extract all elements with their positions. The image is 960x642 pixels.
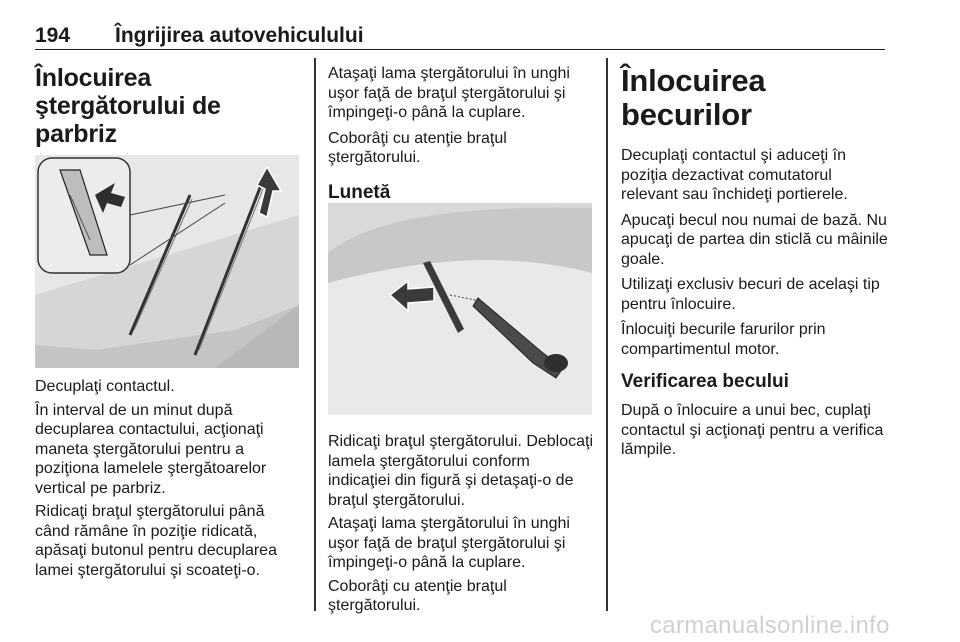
paragraph: Ridicaţi braţul ştergătorului până când rămâne în poziţie ridicată, apăsaţi butonul pentru decuplarea lamei ştergătorului şi scoateţi-o.	[35, 503, 277, 579]
column-1-text	[35, 377, 299, 580]
section-heading-bulb-replacement: Înlocuirea becurilor	[621, 63, 766, 132]
paragraph: Decuplaţi contactul.	[35, 378, 175, 395]
paragraph: Utilizaţi exclusiv becuri de acelaşi tip pentru înlocuire.	[621, 276, 880, 313]
windscreen-wiper-illustration	[35, 155, 299, 368]
paragraph: Ataşaţi lama ştergătorului în unghi uşor faţă de braţul ştergătorului şi împingeţi-o până la cuplare.	[328, 515, 570, 571]
paragraph: Înlocuiţi becurile farurilor prin compartimentul motor.	[621, 321, 826, 358]
page-header	[35, 18, 885, 50]
page-number: 194	[35, 24, 71, 47]
column-divider	[314, 58, 316, 611]
paragraph: Coborâţi cu atenţie braţul ştergătorului.	[328, 577, 507, 614]
column-2-text	[328, 432, 596, 616]
column-divider	[606, 58, 608, 611]
subheading-bulb-check: Verificarea becului	[621, 371, 789, 392]
paragraph: Ridicaţi braţul ştergătorului. Deblocaţi lamela ştergătorului conform indicaţiei din figură şi detaşaţi-o de braţul ştergătorului.	[328, 433, 594, 509]
subheading-rear-window: Lunetă	[328, 181, 391, 203]
column-3	[621, 64, 889, 460]
watermark: carmanualsonline.info	[650, 612, 890, 639]
paragraph: Coborâţi cu atenţie braţul ştergătorului.	[328, 129, 507, 166]
chapter-title: Îngrijirea autovehiculului	[115, 24, 364, 47]
paragraph: Decuplaţi contactul şi aduceţi în poziţia dezactivat comutatorul relevant sau închideţi portierele.	[621, 147, 848, 203]
column-2	[328, 64, 596, 204]
paragraph: Ataşaţi lama ştergătorului în unghi uşor faţă de braţul ştergătorului şi împingeţi-o până la cuplare.	[328, 65, 570, 121]
paragraph: După o înlocuire a unui bec, cuplaţi contactul şi acţionaţi pentru a verifica lămpile.	[621, 402, 884, 458]
paragraph: Apucaţi becul nou numai de bază. Nu apucaţi de partea din sticlă cu mâinile goale.	[621, 211, 888, 268]
rear-wiper-illustration	[328, 203, 592, 415]
paragraph: În interval de un minut după decuplarea contactului, acţionaţi maneta ştergătorului pentru a poziţiona lamelele ştergătoarelor vertical pe parbriz.	[35, 401, 267, 497]
section-heading-windscreen-wiper: Înlocuirea ştergătorului de parbriz	[35, 64, 221, 148]
